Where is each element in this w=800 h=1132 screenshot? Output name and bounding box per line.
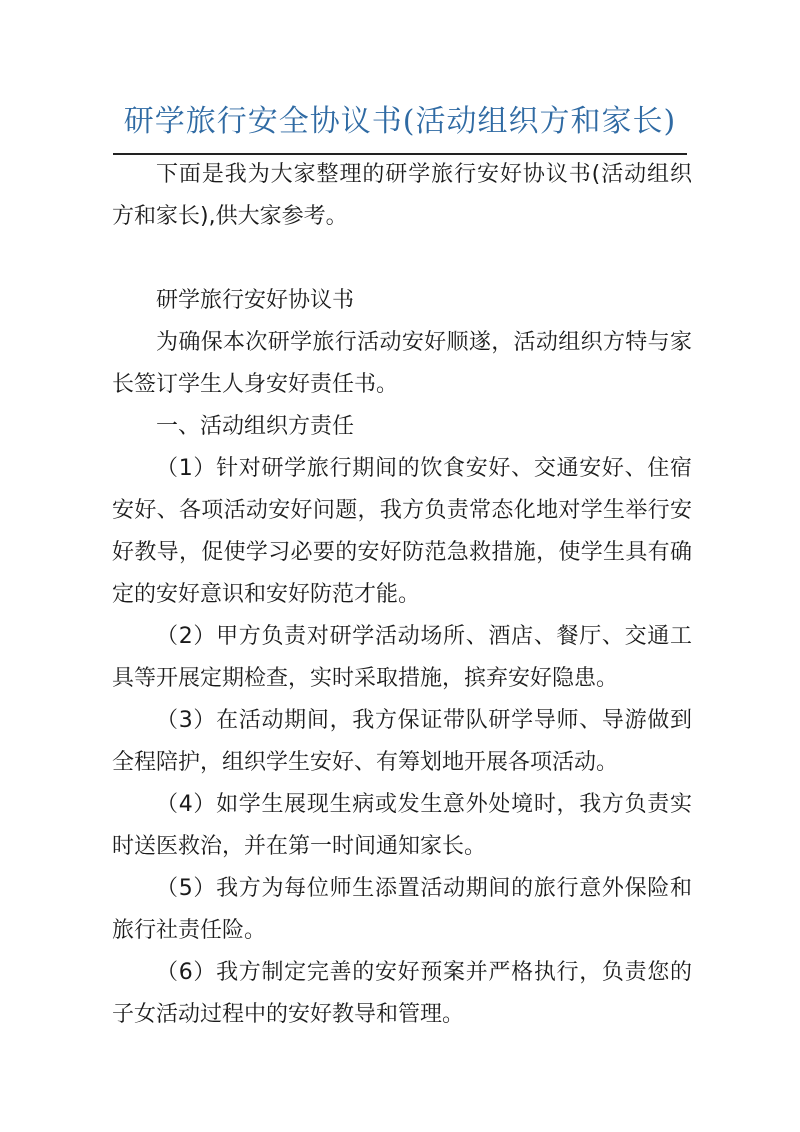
document-body — [112, 154, 692, 1036]
section-heading: 一、活动组织方责任 — [156, 414, 355, 439]
preamble-paragraph: 为确保本次研学旅行活动安好顺遂，活动组织方特与家长签订学生人身安好责任书。 — [112, 330, 692, 397]
agreement-subtitle: 研学旅行安好协议书 — [156, 288, 355, 313]
intro-paragraph: 下面是我为大家整理的研学旅行安好协议书(活动组织方和家长),供大家参考。 — [112, 162, 692, 229]
list-item: （4）如学生展现生病或发生意外处境时，我方负责实时送医救治，并在第一时间通知家长。 — [112, 792, 692, 859]
list-item: （3）在活动期间，我方保证带队研学导师、导游做到全程陪护，组织学生安好、有筹划地开展各项活动。 — [112, 708, 692, 775]
list-item: （6）我方制定完善的安好预案并严格执行，负责您的子女活动过程中的安好教导和管理。 — [112, 960, 692, 1027]
list-item: （5）我方为每位师生添置活动期间的旅行意外保险和旅行社责任险。 — [112, 876, 692, 943]
list-item: （1）针对研学旅行期间的饮食安好、交通安好、住宿安好、各项活动安好问题，我方负责常态化地对学生举行安好教导，促使学习必要的安好防范急救措施，使学生具有确定的安好意识和安好防范才能。 — [112, 456, 692, 607]
list-item: （2）甲方负责对研学活动场所、酒店、餐厅、交通工具等开展定期检查，实时采取措施，摈弃安好隐患。 — [112, 624, 692, 691]
document-title: 研学旅行安全协议书(活动组织方和家长) — [123, 104, 677, 139]
